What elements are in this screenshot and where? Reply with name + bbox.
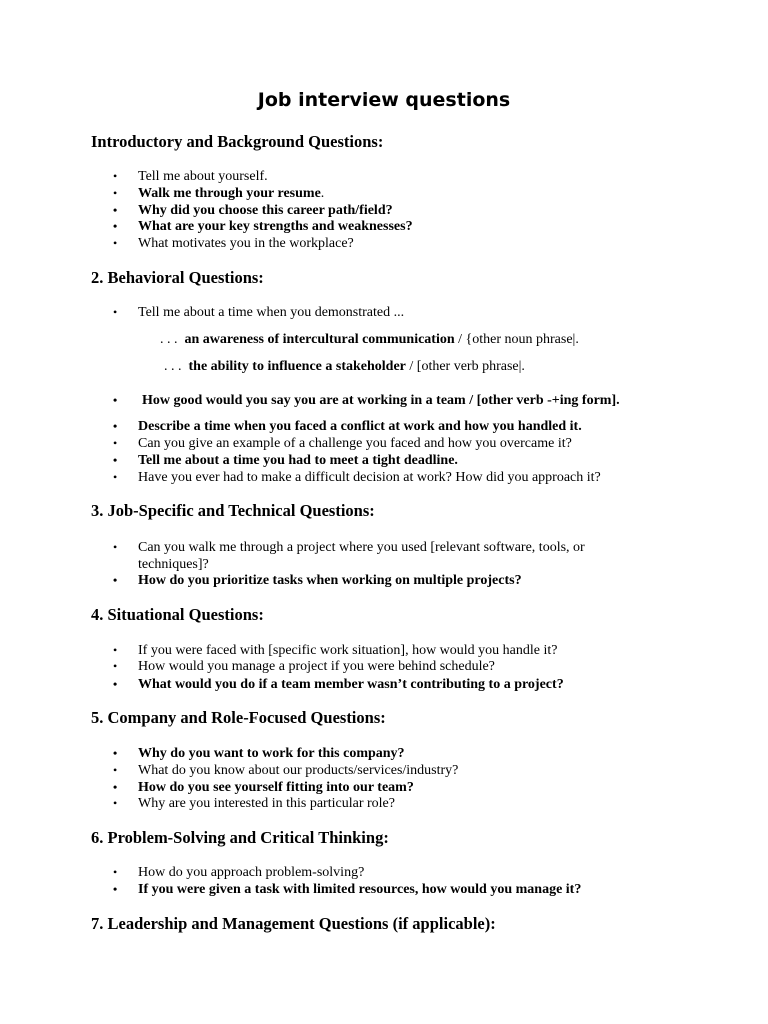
list-item	[113, 572, 522, 589]
bullet-icon: •	[113, 305, 118, 319]
section-heading-problem-solving: 6. Problem-Solving and Critical Thinking:	[91, 828, 389, 847]
list-item	[113, 864, 365, 881]
list-item	[113, 795, 395, 812]
bullet-icon: •	[113, 643, 118, 657]
list-item-text: Describe a time when you faced a conflict at work and how you handled it.	[138, 419, 582, 434]
list-item-text: Why do you want to work for this company?	[138, 746, 405, 761]
list-item-text: What motivates you in the workplace?	[138, 236, 354, 251]
list-item-text: Can you give an example of a challenge you faced and how you overcame it?	[138, 436, 572, 451]
list-item-text: Why did you choose this career path/field?	[138, 203, 393, 218]
list-item	[113, 745, 405, 762]
bullet-icon: •	[113, 203, 118, 217]
list-item	[113, 235, 354, 252]
list-item-text: What would you do if a team member wasn’t contributing to a project?	[138, 677, 564, 692]
list-item	[113, 642, 558, 659]
section-heading-company-role: 5. Company and Role-Focused Questions:	[91, 708, 386, 727]
bullet-icon: •	[113, 419, 118, 433]
list-item-text: How do you see yourself fitting into our team?	[138, 780, 414, 795]
list-item-text: Have you ever had to make a difficult decision at work? How did you approach it?	[138, 470, 601, 485]
list-item	[113, 168, 268, 185]
list-item-text: How would you manage a project if you were behind schedule?	[138, 659, 495, 674]
bullet-icon: •	[113, 763, 118, 777]
list-item-text: What do you know about our products/services/industry?	[138, 763, 459, 778]
list-item-suffix: .	[320, 186, 325, 201]
bullet-icon: •	[113, 453, 118, 467]
list-item	[113, 762, 459, 779]
list-item	[113, 658, 495, 675]
list-item	[113, 539, 658, 573]
list-item-text: How do you approach problem-solving?	[138, 865, 365, 880]
sub-item-bold-text: an awareness of intercultural communication	[184, 332, 455, 347]
list-item-text: Can you walk me through a project where you used [relevant software, tools, or techniques]?	[138, 540, 585, 572]
bullet-icon: •	[113, 540, 118, 554]
list-item	[113, 676, 564, 693]
list-item-text: Why are you interested in this particular role?	[138, 796, 395, 811]
sub-item-rest: / {other noun phrase|.	[454, 332, 579, 347]
list-item	[113, 392, 620, 409]
list-item-text: Tell me about a time when you demonstrated ...	[138, 305, 405, 320]
list-item	[113, 469, 601, 486]
bullet-icon: •	[113, 236, 118, 250]
list-item-text: Tell me about yourself.	[138, 169, 268, 184]
list-item	[113, 418, 582, 435]
sub-item	[164, 358, 525, 375]
bullet-icon: •	[113, 796, 118, 810]
bullet-icon: •	[113, 573, 118, 587]
section-heading-behavioral: 2. Behavioral Questions:	[91, 268, 264, 287]
list-item	[113, 185, 325, 202]
section-heading-introductory: Introductory and Background Questions:	[91, 132, 384, 151]
bullet-icon: •	[113, 882, 118, 896]
list-item	[113, 779, 414, 796]
list-item-text: If you were faced with [specific work situation], how would you handle it?	[138, 643, 558, 658]
list-item-text: How do you prioritize tasks when working on multiple projects?	[138, 573, 522, 588]
bullet-icon: •	[113, 436, 118, 450]
bullet-icon: •	[113, 169, 118, 183]
list-item	[113, 202, 393, 219]
sub-item-rest: / [other verb phrase|.	[405, 359, 525, 374]
list-item	[113, 452, 458, 469]
list-item-text: Tell me about a time you had to meet a tight deadline.	[138, 453, 458, 468]
bullet-icon: •	[113, 470, 118, 484]
list-item-text: How good would you say you are at working in a team / [other verb -+ing form].	[142, 393, 620, 408]
list-item-text: If you were given a task with limited resources, how would you manage it?	[138, 882, 582, 897]
list-item	[113, 218, 413, 235]
list-item-text: What are your key strengths and weaknesses?	[138, 219, 413, 234]
document-title: Job interview questions	[257, 89, 511, 111]
list-item-text: Walk me through your resume	[138, 186, 321, 201]
bullet-icon: •	[113, 865, 118, 879]
list-item	[113, 881, 582, 898]
list-item	[113, 304, 405, 321]
section-heading-leadership: 7. Leadership and Management Questions (if applicable):	[91, 914, 496, 933]
sub-item-prefix: . . .	[164, 359, 182, 374]
sub-item-prefix: . . .	[160, 332, 178, 347]
bullet-icon: •	[113, 393, 118, 407]
section-heading-job-specific: 3. Job-Specific and Technical Questions:	[91, 501, 375, 520]
section-heading-situational: 4. Situational Questions:	[91, 605, 264, 624]
bullet-icon: •	[113, 659, 118, 673]
sub-item	[160, 331, 579, 348]
bullet-icon: •	[113, 677, 118, 691]
bullet-icon: •	[113, 186, 118, 200]
list-item	[113, 435, 572, 452]
bullet-icon: •	[113, 780, 118, 794]
sub-item-bold-text: the ability to influence a stakeholder	[188, 359, 406, 374]
bullet-icon: •	[113, 746, 118, 760]
bullet-icon: •	[113, 219, 118, 233]
